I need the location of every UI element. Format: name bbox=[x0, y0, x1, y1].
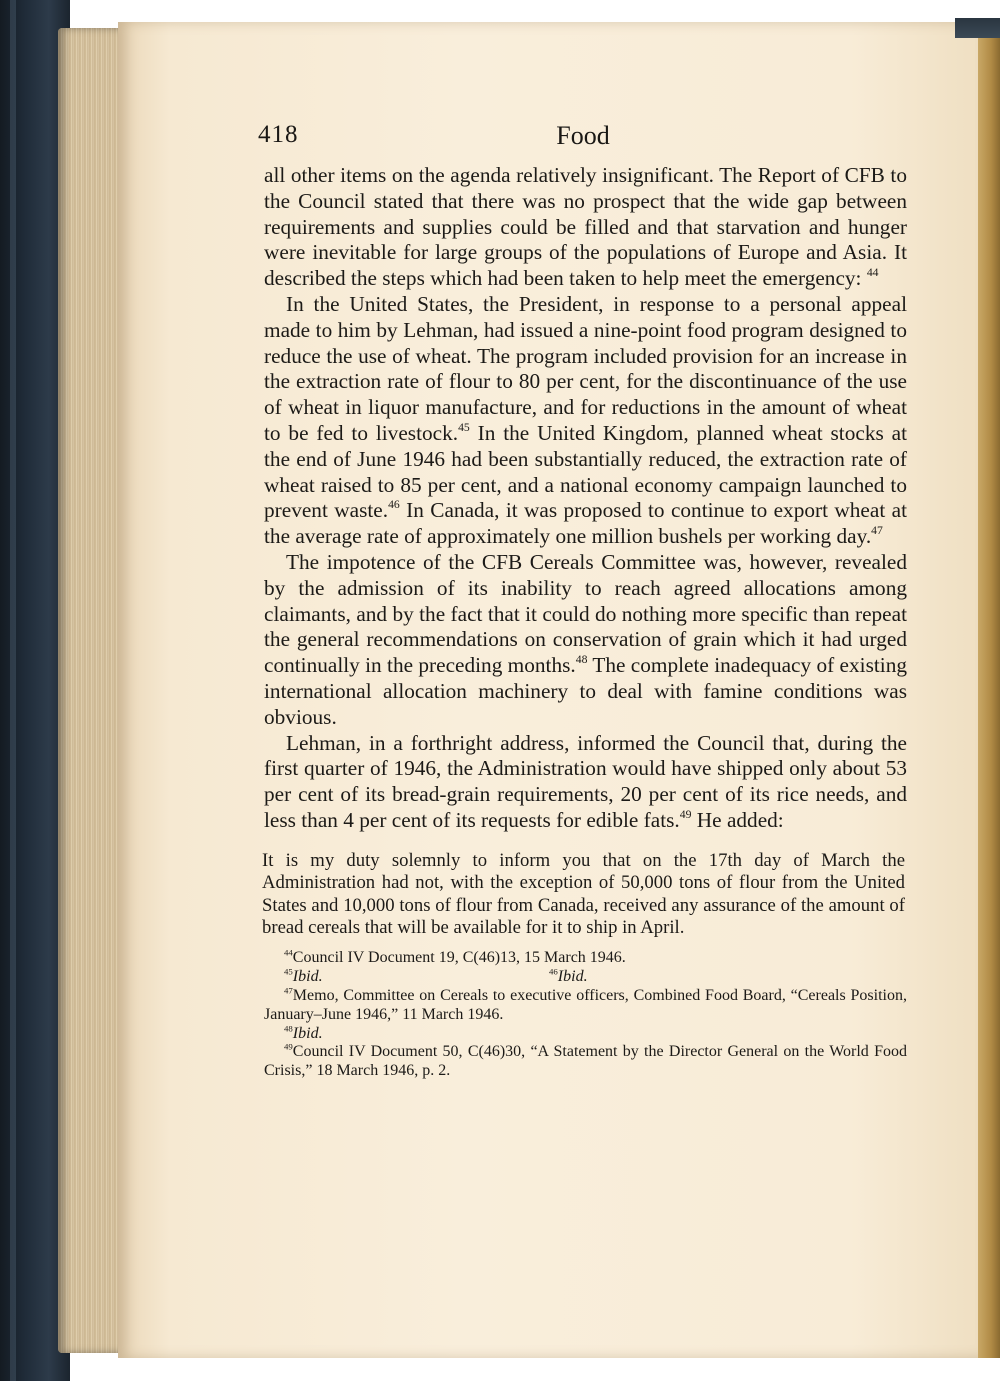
page-number: 418 bbox=[258, 121, 299, 148]
block-quote: It is my duty solemnly to inform you that on the 17th day of March the Administration had not, with the exception of 50,000 tons of flour from the United States and 10,000 tons of flour from Canada, received any assurance of the amount of bread cereals that will be available for it to ship in April. bbox=[262, 849, 905, 938]
footnote-47 bbox=[264, 987, 907, 1025]
footnote-number: 48 bbox=[284, 1022, 293, 1033]
footnote-number: 49 bbox=[284, 1041, 293, 1052]
page-header bbox=[258, 121, 908, 157]
running-head: Food bbox=[556, 121, 610, 150]
footnote-48 bbox=[264, 1022, 907, 1044]
footnote-46 bbox=[529, 968, 588, 987]
footnote-text: Ibid. bbox=[557, 968, 588, 986]
paragraph-text: In the United Kingdom, planned wheat stocks at the end of June 1946 had been substantially reduced, the extraction rate of wheat raised to 85 per cent, and a national economy campaign launched to prevent waste. bbox=[264, 420, 907, 523]
footnote-45 bbox=[264, 968, 529, 987]
footnote-ref: 45 bbox=[458, 421, 470, 435]
footnote-text: Memo, Committee on Cereals to executive officers, Combined Food Board, “Cereals Position, January–June 1946,” 11 March 1946. bbox=[264, 986, 907, 1023]
footnote-number: 46 bbox=[549, 966, 558, 977]
footnote-ref: 48 bbox=[575, 653, 588, 667]
paragraph-text: Lehman, in a forthright address, informed the Council that, during the first quarter of 1946, the Administration would have shipped only about 53 per cent of its bread-grain requirements, 20 per cent of its rice needs, and less than 4 per cent of its requests for edible fats. bbox=[264, 730, 907, 832]
footnote-text: Ibid. bbox=[292, 1024, 323, 1042]
footnote-49 bbox=[264, 1043, 907, 1081]
footnote-number: 47 bbox=[284, 985, 293, 996]
footnote-45-46 bbox=[264, 968, 907, 987]
footnotes bbox=[264, 949, 907, 1081]
paragraph-text: The complete inadequacy of existing international allocation machinery to deal with famine conditions was obvious. bbox=[264, 653, 907, 729]
footnote-ref: 47 bbox=[871, 524, 883, 538]
paragraph-3 bbox=[264, 550, 907, 731]
footnote-ref: 49 bbox=[679, 808, 692, 822]
paragraph-1 bbox=[264, 163, 907, 292]
footnote-ref: 44 bbox=[866, 266, 879, 280]
book-cover-corner bbox=[955, 18, 1000, 38]
footnote-44 bbox=[264, 949, 907, 968]
paragraph-text: all other items on the agenda relatively insignificant. The Report of CFB to the Council stated that there was no prospect that the wide gap between requirements and supplies could be filled and that starvation and hunger were inevitable for large groups of the populations of Europe and Asia. It described the steps which had been taken to help meet the emergency: bbox=[264, 163, 907, 291]
footnote-text: Council IV Document 19, C(46)13, 15 March 1946. bbox=[292, 949, 626, 967]
body-text bbox=[264, 163, 907, 1081]
footnote-number: 45 bbox=[284, 966, 293, 977]
paragraph-text: In Canada, it was proposed to continue to export wheat at the average rate of approximately one million bushels per working day. bbox=[264, 498, 907, 549]
footnote-number: 44 bbox=[284, 947, 293, 958]
paragraph-2 bbox=[264, 292, 907, 550]
footnote-text: Ibid. bbox=[292, 968, 323, 986]
paragraph-text: He added: bbox=[691, 807, 784, 832]
paragraph-4 bbox=[264, 731, 907, 834]
paragraph-text: In the United States, the President, in response to a personal appeal made to him by Lehman, had issued a nine-point food program designed to reduce the use of wheat. The program included provision for an increase in the extraction rate of flour to 80 per cent, for the discontinuance of the use of wheat in liquor manufacture, and for reductions in the amount of wheat to be fed to livestock. bbox=[264, 291, 907, 445]
paragraph-text: The impotence of the CFB Cereals Committee was, however, revealed by the admission of its inability to reach agreed allocations among claimants, and by the fact that it could do nothing more specific than repeat the general recommendations on conservation of grain which it had urged continually in the preceding months. bbox=[264, 549, 907, 678]
footnote-text: Council IV Document 50, C(46)30, “A Statement by the Director General on the World Food Crisis,” 18 March 1946, p. 2. bbox=[264, 1043, 907, 1080]
book-cover-right bbox=[978, 22, 1000, 1358]
footnote-ref: 46 bbox=[388, 498, 400, 512]
